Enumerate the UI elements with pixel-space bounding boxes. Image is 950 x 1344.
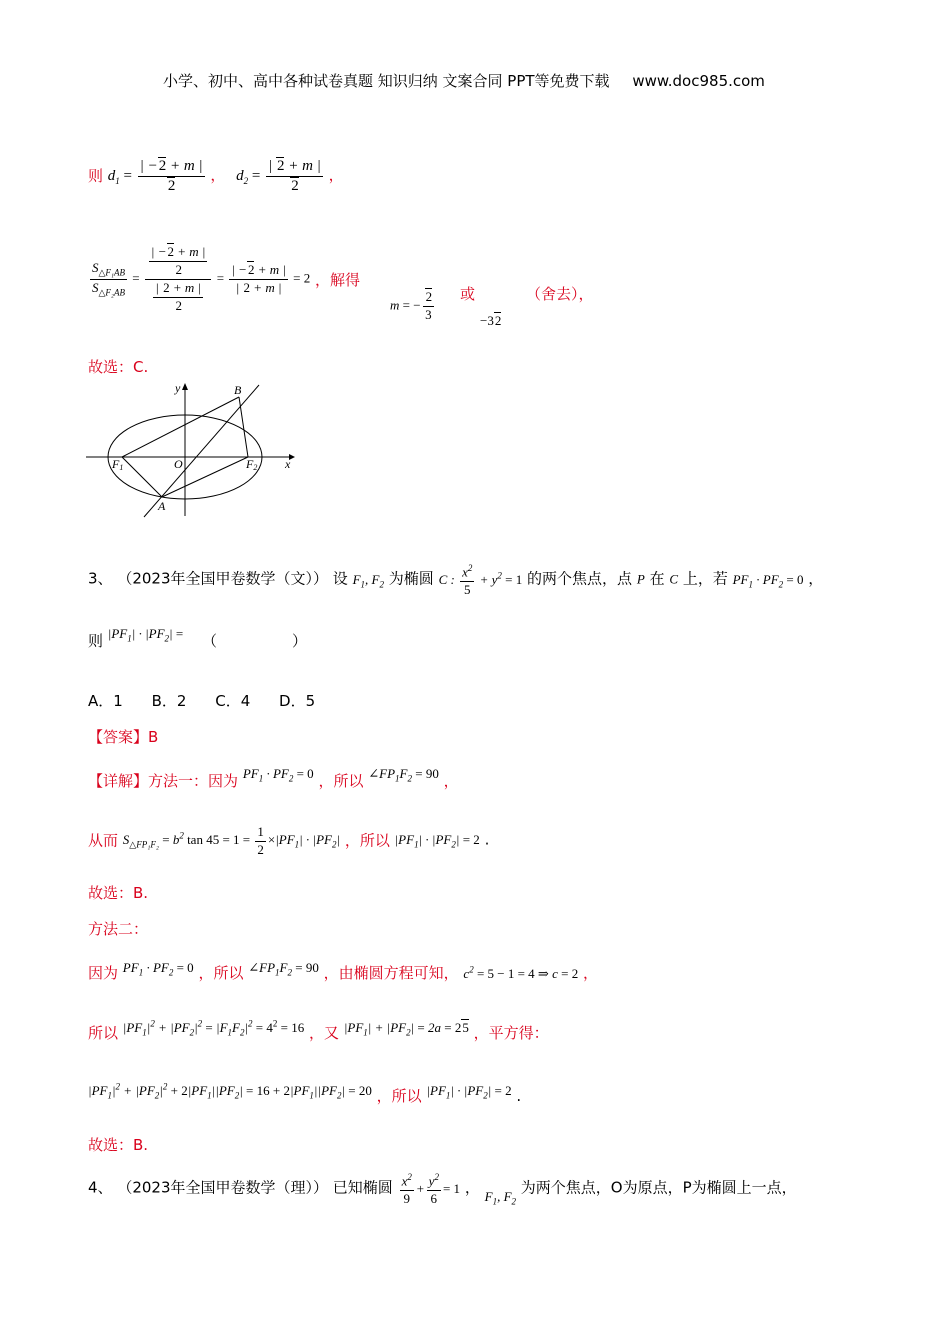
m-solution-2: −32 [480,313,502,328]
label-f2: F2 [246,457,258,472]
label-y: y [175,381,181,395]
or-label: 或 [460,285,476,303]
q3-option-a: A．1 [88,692,123,710]
segment-f1-a [122,457,162,497]
thus-so: ，所以 [344,831,390,850]
d1-formula: $d_1$ = $\frac{| -2 + m |}{2}$ [107,158,203,195]
period-1: . [484,830,490,849]
method2-angle: $\angle FP_1F_2 = 90$ [248,960,319,978]
comma-2: ， [328,166,344,185]
method1-comma: ， [443,772,459,790]
c-value: $c^2 = 5 - 1 = 4$ ⇒ c = 2 [463,964,579,981]
label-f1: F1 [112,457,124,472]
area-ratio-formula: $\frac{S_{\triangle F_1AB}}{S_{\triangle F_2AB}}$ = $\frac{\frac{| -2 + m |}{2}}{\frac{| 2 + m |}{2}}$ = $\frac{| -2 + m |}{| 2 + m |}$ = 2 [92,244,311,313]
final-product: $|PF_1| \cdot |PF_2| = 2$ [426,1083,512,1101]
q3-source: （2023年全国甲卷数学（文）） [117,569,329,588]
q3-foci: $F_1$, $F_2$ [352,571,384,590]
q3-method2-label: 方法二： [88,920,149,938]
q3-stem-line1 [88,563,823,598]
label-a: A [158,499,166,513]
pythagoras: $|PF_1|^2 + |PF_2|^2 = |F_1F_2|^2 = 4^2 = 16$ [122,1018,305,1038]
q3-method2-line2 [88,1018,549,1044]
then-label: 则 [88,167,104,186]
area-ratio-line [88,245,360,314]
q3-area-line [88,825,489,858]
q3-dot-condition: $PF_1 \cdot PF_2 = 0$ [732,571,804,590]
label-x: x [285,457,291,471]
comma-1: ， [210,166,226,185]
q4-ellipse-eq: $\frac{x^2}{9}$ + $\frac{y^2}{6}$ = 1 [401,1172,461,1207]
answer-value: B [148,728,159,746]
q4-number: 4、 [88,1178,113,1197]
d-formula-line [88,158,344,196]
method1-so: ，所以 [318,772,364,790]
so-label: 所以 [88,1024,119,1042]
q3-method2-line3 [88,1081,522,1107]
header-text: 小学、初中、高中各种试卷真题 知识归纳 文案合同 PPT等免费下载 [163,72,610,90]
by-equation: ，由椭圆方程可知， [323,964,459,982]
choice-c: 故选：C. [88,358,149,376]
q3-answer [88,726,158,747]
method1-angle: $\angle FP_1F_2 = 90$ [368,766,439,784]
area-formula: $S_{\triangle FP_1F_2} = b^2$ tan 45 = 1 = $\frac{1}{2}$ $\times|PF_1| \cdot |PF_2|$ [122,824,341,857]
q3-foci-text: 的两个焦点，点 [527,569,633,588]
q3-choice-2: 故选：B. [88,1136,149,1154]
m-solution-1: m = − $\frac{2}{3}$ [390,289,433,322]
label-origin: O [174,457,183,471]
q3-ellipse-eq: C : $\frac{x^2}{5}$ + $y^2 = 1$ [438,563,523,598]
q3-option-b: B．2 [151,692,187,710]
header-site: www.doc985.com [632,72,765,90]
q3-stem-line2 [88,626,308,652]
q3-method2-line1 [88,962,598,984]
method1-label: 方法一：因为 [148,772,239,790]
q3-point-p: P [636,571,645,587]
q3-comma: ， [808,569,824,588]
page-header [163,70,765,91]
q3-method1-line [88,766,459,792]
square-label: ，平方得： [473,1024,549,1042]
segment-f1-b [122,397,239,457]
q3-product-expr: $|PF_1| \cdot |PF_2|$ = [107,626,184,644]
segment-f2-b [239,397,248,457]
product-result: $|PF_1| \cdot |PF_2| = 2$ [394,832,480,851]
final-so: ，所以 [376,1087,422,1105]
solve-label: ，解得 [315,270,361,289]
q4-source: （2023年全国甲卷数学（理）） [117,1178,329,1197]
q3-choice-1: 故选：B. [88,884,149,902]
q3-curve-c: C [669,571,679,587]
method2-dot: $PF_1 \cdot PF_2 = 0$ [122,960,194,978]
because-label: 因为 [88,964,119,982]
also-label: ，又 [309,1024,340,1042]
q3-on-text: 在 [649,569,665,588]
detail-label: 【详解】 [88,772,149,790]
expanded-eq: $|PF_1|^2 + |PF_2|^2 + 2|PF_1||PF_2| = 16 + 2|PF_1||PF_2| = 20$ [88,1081,372,1101]
q3-ellipse-text: 为椭圆 [388,569,434,588]
q3-then: 则 [88,632,104,650]
q3-option-c: C．4 [215,692,251,710]
q4-comma: ， [464,1178,480,1197]
q4-foci-text: 为两个焦点，O为原点，P为椭圆上一点， [520,1178,797,1197]
q3-number: 3、 [88,569,113,588]
q3-options [88,690,315,711]
method1-dot: $PF_1 \cdot PF_2 = 0$ [242,766,314,784]
q4-foci: $F_1$, $F_2$ [484,1188,517,1207]
sum-eq: $|PF_1| + |PF_2| = 2a = 25$ [343,1020,469,1038]
period-2: . [516,1087,522,1105]
y-axis-arrow [182,383,188,390]
q3-option-d: D．5 [279,692,316,710]
label-b: B [234,383,242,397]
q4-stem-line [88,1172,797,1207]
ellipse-figure [84,380,304,520]
q3-blank: （ ） [202,632,308,650]
answer-label: 【答案】 [88,728,149,746]
discard-label: （舍去）， [526,285,594,303]
q4-known: 已知椭圆 [332,1178,393,1197]
d2-formula: $d_2$ = $\frac{| 2 + m |}{2}$ [236,158,321,195]
method2-so: ，所以 [198,964,244,982]
thus-label: 从而 [88,831,119,850]
line-ab [144,385,259,517]
method2-comma: ， [582,964,598,982]
q3-set: 设 [332,569,348,588]
q3-if-text: 上，若 [682,569,728,588]
